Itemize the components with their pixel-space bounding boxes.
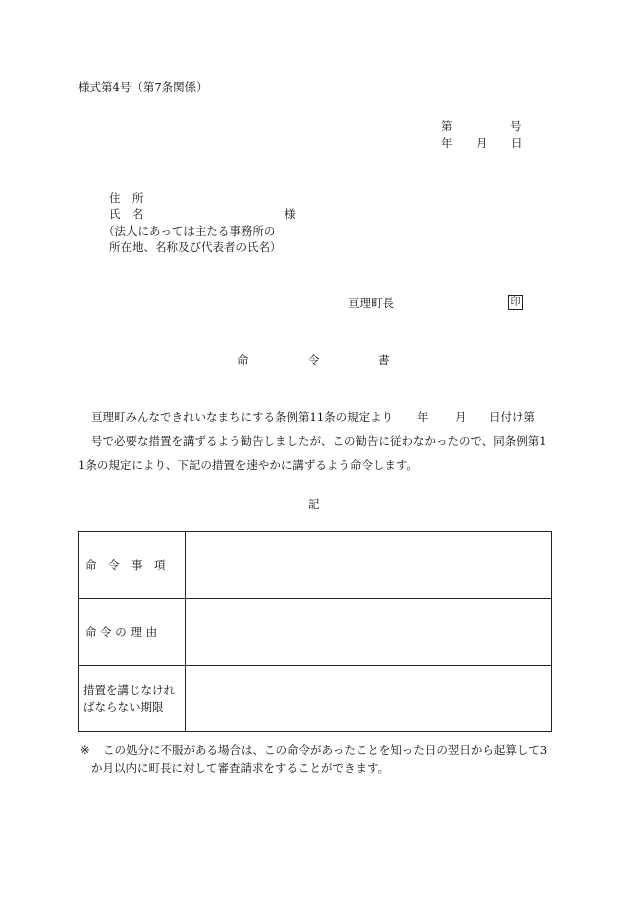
footnote-line1: この処分に不服がある場合は、この命令があったことを知った日の翌日から起算して3 [103, 743, 548, 757]
ki-heading: 記 [308, 497, 320, 511]
date-day: 日 [511, 136, 523, 150]
date-year: 年 [441, 136, 453, 150]
row-deadline-label-line2: ばならない期限 [83, 700, 164, 714]
doc-number-suffix: 号 [510, 119, 522, 133]
title-char-2: 令 [308, 353, 320, 367]
form-number: 様式第4号（第7条関係） [78, 80, 208, 94]
date-month: 月 [476, 136, 488, 150]
title-char-3: 書 [378, 353, 390, 367]
honorific: 様 [284, 207, 296, 221]
table-row-divider [79, 665, 551, 666]
body-line1-month: 月 [455, 410, 467, 424]
issuer-title: 亘理町長 [348, 296, 394, 310]
row-deadline-label-line1: 措置を講じなけれ [83, 683, 175, 697]
title-char-1: 命 [237, 353, 249, 367]
body-line3: 1条の規定により、下記の措置を速やかに講ずるよう命令します。 [78, 458, 418, 472]
doc-number-prefix: 第 [441, 119, 453, 133]
row-order-matter-label: 命 令 事 項 [85, 558, 166, 572]
footnote-line2: か月以内に町長に対して審査請求をすることができます。 [91, 761, 390, 775]
address-label: 住 所 [109, 191, 144, 205]
name-label: 氏 名 [109, 207, 144, 221]
table-row-divider [79, 598, 551, 599]
seal-mark: 印 [508, 295, 523, 310]
body-line1-end: 日付け第 [489, 410, 535, 424]
row-order-reason-label: 命 令 の 理 由 [85, 625, 158, 639]
footnote-mark: ※ [80, 743, 90, 757]
body-line1-year: 年 [417, 410, 429, 424]
body-line2: 号で必要な措置を講ずるよう勧告しましたが、この勧告に従わなかったので、同条例第1 [91, 434, 547, 448]
order-table [78, 531, 552, 732]
addressee-note-line1: （法人にあっては主たる事務所の [103, 224, 276, 238]
body-line1-text: 亘理町みんなできれいなまちにする条例第11条の規定より [91, 410, 394, 424]
addressee-note-line2: 所在地、名称及び代表者の氏名） [109, 240, 282, 254]
